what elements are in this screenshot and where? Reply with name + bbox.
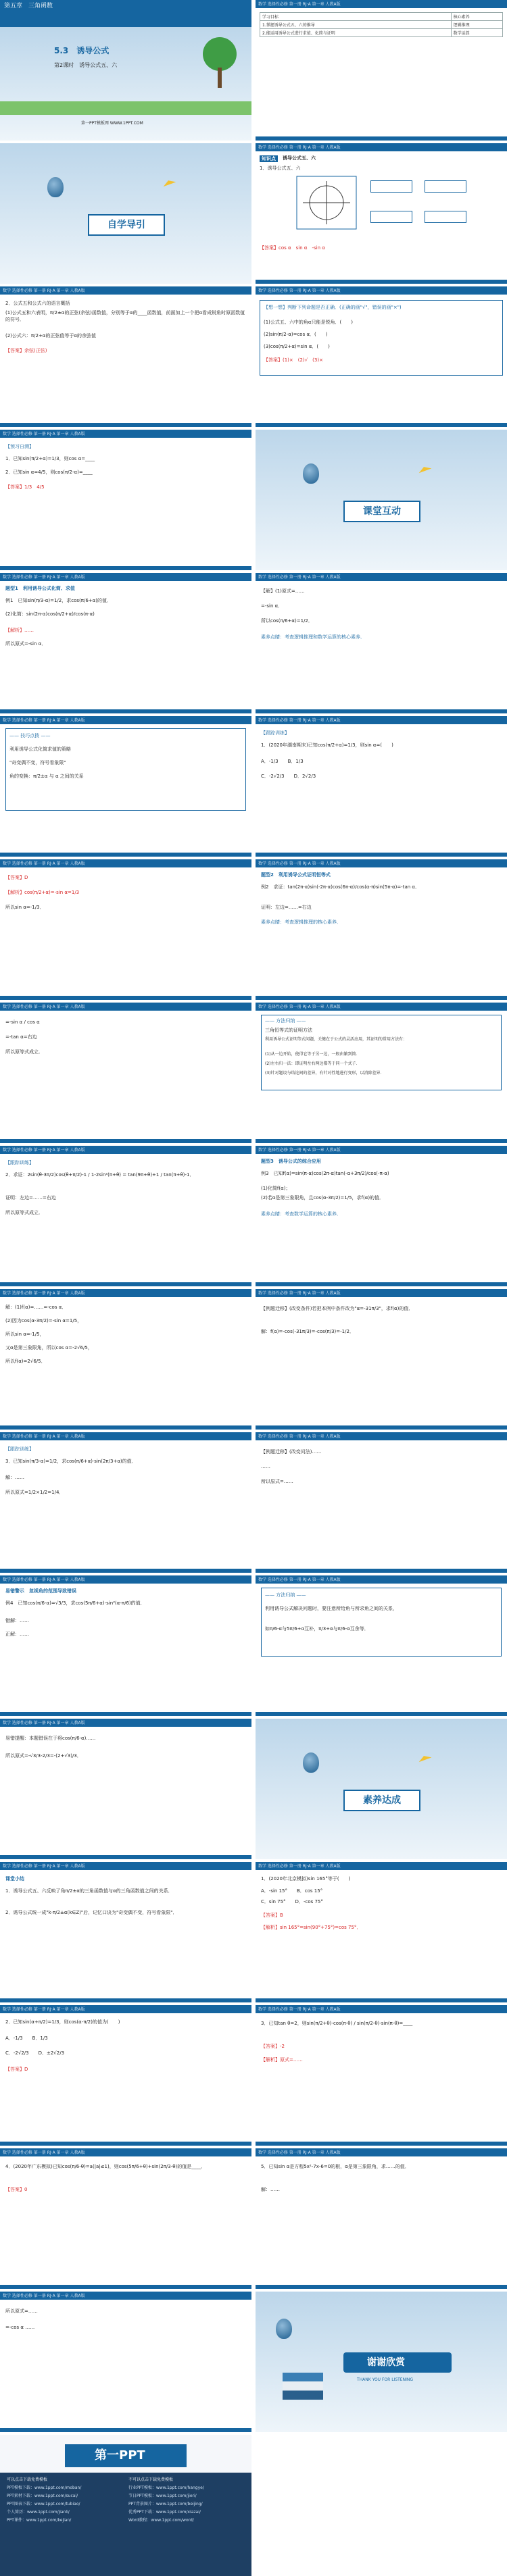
header-bar: 数学 选择性必修 第一册 RJ·A 第一章 人教A版 bbox=[0, 573, 251, 581]
slide-summary bbox=[0, 1862, 251, 2002]
slide-quiz-4 bbox=[0, 2148, 251, 2289]
footer-bar bbox=[0, 2142, 251, 2146]
footer-bar bbox=[0, 2285, 251, 2289]
slide-type2-cont bbox=[0, 1003, 251, 1143]
slide-quiz-3 bbox=[256, 2005, 507, 2146]
text-line: C．-2√2/3 D．2√2/3 bbox=[261, 774, 316, 779]
books-icon bbox=[283, 2373, 323, 2400]
balloon-icon bbox=[276, 2319, 292, 2339]
footer-bar bbox=[0, 1712, 251, 1716]
text-line: 1．(2020年湖南期末)已知cos(π/2+α)=1/3，则sin α=( ) bbox=[261, 742, 393, 748]
chapter-label: 第五章 三角函数 bbox=[4, 3, 53, 9]
thanks-subtitle: THANK YOU FOR LISTENING bbox=[357, 2377, 413, 2382]
text-line: (3)针对题设与结论间的差异，有针对性地进行变形，以消除差异． bbox=[265, 1071, 385, 1076]
brand-text: 第一PPT模板网 WWW.1PPT.COM bbox=[81, 121, 143, 126]
header-bar: 数学 选择性必修 第一册 RJ·A 第一章 人教A版 bbox=[0, 859, 251, 867]
text-line: 所以f(α)=2√6/5． bbox=[5, 1359, 46, 1364]
slide-practice-3 bbox=[0, 1432, 251, 1573]
slide-practice-1-answer bbox=[0, 859, 251, 1000]
answer-text: 【答案】1/3 4/5 bbox=[5, 484, 45, 490]
text-line: 2．已知sin α=4/5，则cos(π/2-α)=____ bbox=[5, 470, 93, 475]
text-line: A．-1/3 B．1/3 bbox=[261, 759, 304, 764]
header-bar: 数学 选择性必修 第一册 RJ·A 第一章 人教A版 bbox=[0, 1432, 251, 1440]
type-title: 题型1 利用诱导公式化简、求值 bbox=[5, 586, 75, 591]
footer-bar bbox=[256, 2285, 507, 2289]
slide-self-study bbox=[0, 143, 251, 284]
text-line: 所以cos(π/6+α)=1/2． bbox=[261, 618, 313, 624]
slide-method bbox=[256, 1003, 507, 1143]
text-line: 例1 已知sin(π/3-α)=1/2，求cos(π/6+α)的值． bbox=[5, 598, 112, 603]
footer-bar bbox=[256, 853, 507, 857]
text-line: =-cos α …… bbox=[5, 2325, 35, 2330]
balloon-icon bbox=[303, 1752, 319, 1773]
footer-bar bbox=[0, 566, 251, 570]
text-line: 【预习自测】 bbox=[5, 444, 34, 449]
footer-bar bbox=[256, 423, 507, 427]
section-label-box: 素养达成 bbox=[343, 1790, 420, 1811]
text-line: —— 方法归纳 —— bbox=[265, 1018, 306, 1024]
slide-quiz-1 bbox=[256, 1862, 507, 2002]
link-text[interactable]: 节日PPT模板：www.1ppt.com/jieri/ bbox=[128, 2494, 197, 2498]
slide-variant bbox=[256, 1289, 507, 1430]
balloon-icon bbox=[303, 463, 319, 484]
link-text[interactable]: PPT背景图片：www.1ppt.com/beijing/ bbox=[128, 2502, 203, 2506]
link-text[interactable]: 可以点击下载免费模板 bbox=[7, 2477, 48, 2482]
header-bar: 数学 选择性必修 第一册 RJ·A 第一章 人教A版 bbox=[0, 716, 251, 724]
header-bar: 数学 选择性必修 第一册 RJ·A 第一章 人教A版 bbox=[256, 1575, 507, 1584]
text-line: 【解析】…… bbox=[5, 628, 34, 633]
text-line: 解：f(α)=-cos(-31π/3)=-cos(π/3)=-1/2． bbox=[261, 1329, 354, 1334]
header-bar: 数学 选择性必修 第一册 RJ·A 第一章 人教A版 bbox=[256, 1862, 507, 1870]
type-title: 题型2 利用诱导公式证明恒等式 bbox=[261, 872, 331, 878]
link-text[interactable]: PPT图表下载：www.1ppt.com/tubiao/ bbox=[7, 2502, 80, 2506]
text-line: 证明：左边=……=右边 bbox=[5, 1195, 56, 1201]
footer-bar bbox=[256, 1712, 507, 1716]
text-line: 例4 已知cos(π/6-α)=√3/3，求cos(5π/6+α)-sin²(α-π/6)的值． bbox=[5, 1600, 145, 1606]
footer-bar bbox=[0, 853, 251, 857]
link-text[interactable]: 优秀PPT下载：www.1ppt.com/xiazai/ bbox=[128, 2510, 201, 2515]
text-line: 素养点睛：考查数学运算的核心素养． bbox=[261, 1211, 341, 1217]
header-bar: 数学 选择性必修 第一册 RJ·A 第一章 人教A版 bbox=[0, 1146, 251, 1154]
footer-bar bbox=[256, 1998, 507, 2002]
text-line: 2．求证：2sin(θ-3π/2)cos(θ+π/2)-1 / 1-2sin²(π+θ) = tan(9π+θ)+1 / tan(π+θ)-1． bbox=[5, 1172, 195, 1178]
text-line: 三角恒等式的证明方法 bbox=[265, 1028, 312, 1033]
text-line: 错解：…… bbox=[5, 1618, 29, 1623]
footer-bar bbox=[256, 1139, 507, 1143]
text-line: 【跟踪训练】 bbox=[5, 1446, 34, 1452]
text-line: 【解析】原式=…… bbox=[261, 2057, 303, 2063]
slide-objectives bbox=[256, 0, 507, 141]
text-line: 所以原式=1/2×1/2=1/4． bbox=[5, 1490, 64, 1495]
footer-bar bbox=[256, 136, 507, 141]
text-line: —— 技巧点拨 —— bbox=[9, 733, 51, 738]
header-bar: 数学 选择性必修 第一册 RJ·A 第一章 人教A版 bbox=[0, 2148, 251, 2156]
text-line: 所以原式=…… bbox=[261, 1479, 293, 1484]
knowledge-title: 诱导公式五、六 bbox=[283, 155, 316, 161]
text-line: 又α是第三象限角，所以cos α=-2√6/5， bbox=[5, 1345, 93, 1350]
header-bar: 数学 选择性必修 第一册 RJ·A 第一章 人教A版 bbox=[256, 1146, 507, 1154]
footer-bar bbox=[256, 709, 507, 713]
text-line: 素养点睛：考查逻辑推理和数学运算的核心素养． bbox=[261, 634, 365, 640]
header-bar: 数学 选择性必修 第一册 RJ·A 第一章 人教A版 bbox=[256, 0, 507, 8]
link-text[interactable]: 行业PPT模板：www.1ppt.com/hangye/ bbox=[128, 2485, 204, 2490]
formula-box bbox=[370, 180, 412, 193]
text-line: 【跟踪训练】 bbox=[5, 1160, 34, 1165]
link-text[interactable]: 不可以点击下载免费模板 bbox=[128, 2477, 174, 2482]
slide-literacy bbox=[256, 1719, 507, 1859]
answer-text: 【答案】cos α sin α -sin α bbox=[260, 245, 325, 251]
header-bar: 数学 选择性必修 第一册 RJ·A 第一章 人教A版 bbox=[0, 1719, 251, 1727]
header-bar: 数学 选择性必修 第一册 RJ·A 第一章 人教A版 bbox=[256, 1003, 507, 1011]
unit-circle-diagram bbox=[296, 176, 357, 230]
tree-trunk bbox=[218, 68, 222, 88]
header-bar: 数学 选择性必修 第一册 RJ·A 第一章 人教A版 bbox=[256, 1289, 507, 1297]
text-line: (2)化简：sin(2π-α)cos(π/2+α)/cos(π-α) bbox=[5, 611, 95, 617]
answer-text: 【答案】余弦(正弦) bbox=[5, 348, 47, 353]
text-line: 【例题迁移】(改变问法)…… bbox=[261, 1449, 322, 1455]
objectives-table bbox=[260, 12, 503, 37]
text-line: 2．已知sin(α+π/2)=1/3，则cos(α-π/2)的值为( ) bbox=[5, 2019, 120, 2025]
header-bar: 数学 选择性必修 第一册 RJ·A 第一章 人教A版 bbox=[256, 1432, 507, 1440]
footer-bar bbox=[0, 709, 251, 713]
header-bar: 数学 选择性必修 第一册 RJ·A 第一章 人教A版 bbox=[0, 2005, 251, 2013]
header-bar: 数学 选择性必修 第一册 RJ·A 第一章 人教A版 bbox=[0, 1003, 251, 1011]
type-title: 题型3 诱导公式的综合应用 bbox=[261, 1159, 321, 1164]
text-line: 所以原式=-√3/3-2/3=-(2+√3)/3． bbox=[5, 1753, 82, 1759]
footer-bar bbox=[0, 1855, 251, 1859]
text-line: 所以原等式成立． bbox=[5, 1049, 43, 1055]
knowledge-tag: 知识点 bbox=[260, 155, 278, 162]
text-line: 3．已知tan θ=2，则sin(π/2+θ)-cos(π-θ) / sin(π/2-θ)-sin(π-θ)=____ bbox=[261, 2021, 413, 2026]
text-line: (1)公式五、六中的角α只能是锐角．( ) bbox=[264, 320, 353, 325]
text-line: 所以sin α=-1/5， bbox=[5, 1332, 45, 1337]
slide-quiz-2 bbox=[0, 2005, 251, 2146]
footer-bar bbox=[256, 280, 507, 284]
text-line: (1)公式五和六表明，π/2±α的正弦(余弦)函数值，分别等于α的____函数值，前面加上一个把α看成锐角时原函数值的符号． bbox=[5, 310, 245, 322]
slide-type3 bbox=[256, 1146, 507, 1286]
answer-text: 【答案】0 bbox=[5, 2187, 28, 2192]
slide-type1 bbox=[0, 573, 251, 713]
footer-bar bbox=[0, 1425, 251, 1430]
header-bar: 数学 选择性必修 第一册 RJ·A 第一章 人教A版 bbox=[0, 2292, 251, 2300]
text-line: 证明：左边=……=右边 bbox=[261, 905, 312, 910]
text-line: 解：…… bbox=[261, 2187, 280, 2192]
text-line: 如π/6-α与5π/6+α互补，π/3+α与π/6-α互余等． bbox=[265, 1626, 369, 1632]
text-line: =-tan α=右边 bbox=[5, 1034, 37, 1040]
footer-bar bbox=[0, 1282, 251, 1286]
slide-type1-solution bbox=[256, 573, 507, 713]
footer-bar bbox=[256, 1569, 507, 1573]
text-line: "奇变偶不变，符号看象限" bbox=[9, 760, 66, 765]
text-line: 利用诱导公式化简求值的策略 bbox=[9, 747, 71, 752]
text-line: 2．诱导公式统一成"k·π/2±α(k∈Z)"后，记忆口诀为"奇变偶不变，符号看象限"． bbox=[5, 1910, 178, 1915]
slide-common-error bbox=[0, 1575, 251, 1716]
text-line: 1．(2020年北京模拟)sin 165°等于( ) bbox=[261, 1876, 351, 1882]
text-line: 所以原式=…… bbox=[5, 2308, 38, 2314]
slide-method-2 bbox=[256, 1575, 507, 1716]
footer-bar bbox=[0, 423, 251, 427]
header-bar: 数学 选择性必修 第一册 RJ·A 第一章 人教A版 bbox=[0, 1575, 251, 1584]
table-header: 学习目标 bbox=[260, 13, 452, 21]
text-line: A．-sin 15° B．cos 15° bbox=[261, 1888, 323, 1894]
text-line: 课堂小结 bbox=[5, 1876, 24, 1882]
slide-type3-solution bbox=[0, 1289, 251, 1430]
slide-practice-1 bbox=[256, 716, 507, 857]
text-line: =-sin α． bbox=[261, 603, 283, 609]
text-line: 4．(2020年广东模拟)已知cos(π/6-θ)=a(|a|≤1)，则cos(5π/6+θ)+sin(2π/3-θ)的值是____． bbox=[5, 2164, 206, 2169]
text-line: (2)若α是第三象限角，且cos(α-3π/2)=1/5，求f(α)的值． bbox=[261, 1195, 385, 1201]
text-line: (3)cos(π/2+α)=sin α．( ) bbox=[264, 344, 330, 349]
text-line: (2)左右归一法：即证明左右两边都等于同一个式子． bbox=[265, 1061, 360, 1066]
think-box bbox=[260, 300, 503, 376]
text-line: 【跟踪训练】 bbox=[261, 730, 289, 736]
footer-bar bbox=[256, 1282, 507, 1286]
formula-box bbox=[370, 211, 412, 223]
header-bar: 数学 选择性必修 第一册 RJ·A 第一章 人教A版 bbox=[256, 2148, 507, 2156]
footer-bar bbox=[256, 2142, 507, 2146]
link-text[interactable]: Word教程：www.1ppt.com/word/ bbox=[128, 2518, 194, 2523]
slide-classroom bbox=[256, 430, 507, 570]
text-line: (1)从一边开始，使得它等于另一边，一般由繁到简． bbox=[265, 1052, 360, 1057]
footer-bar bbox=[0, 1139, 251, 1143]
text-line: 角的变换：π/2±α 与 α 之间的关系 bbox=[9, 774, 84, 779]
header-bar: 数学 选择性必修 第一册 RJ·A 第一章 人教A版 bbox=[256, 859, 507, 867]
text-line: 2．公式五和公式六的语言概括 bbox=[5, 301, 70, 306]
lesson-title: 第2课时 诱导公式五、六 bbox=[54, 62, 118, 68]
text-line: 所以原式=-sin α． bbox=[5, 641, 47, 647]
text-line: 正解：…… bbox=[5, 1632, 29, 1637]
text-line: (2)公式六：π/2+α的正弦值等于α的余弦值 bbox=[5, 333, 97, 338]
text-line: —— 方法归纳 —— bbox=[265, 1592, 306, 1598]
text-line: 解：(1)f(α)=……=-cos α． bbox=[5, 1305, 67, 1310]
answer-text: 【答案】D bbox=[5, 2067, 28, 2072]
section-label-box: 课堂互动 bbox=[343, 501, 420, 522]
header-bar: 数学 选择性必修 第一册 RJ·A 第一章 人教A版 bbox=[256, 716, 507, 724]
text-line: 1．诱导公式五、六反映了角π/2±α的三角函数值与α的三角函数值之间的关系． bbox=[5, 1888, 173, 1894]
text-line: A．-1/3 B．1/3 bbox=[5, 2036, 48, 2041]
answer-text: 【答案】B bbox=[261, 1913, 283, 1918]
footer-bar bbox=[256, 1425, 507, 1430]
table-cell: 数学运算 bbox=[451, 29, 502, 37]
text-line: 【想一想】判断下列命题是否正确．(正确的画"√"，错误的画"×") bbox=[264, 305, 402, 310]
text-line: 5．已知sin α是方程5x²-7x-6=0的根，α是第三象限角，求……的值． bbox=[261, 2164, 410, 2169]
answer-text: 【答案】(1)× (2)√ (3)× bbox=[264, 357, 323, 363]
table-cell: 2.能运用诱导公式进行求值、化简与证明 bbox=[260, 29, 452, 37]
formula-box bbox=[425, 180, 466, 193]
footer-bar bbox=[0, 1569, 251, 1573]
text-line: …… bbox=[261, 1464, 270, 1469]
text-line: 3．已知sin(π/3-α)=1/2，求cos(π/6+α)·sin(2π/3+α)的值． bbox=[5, 1459, 137, 1464]
text-line: 利用诱导公式解决问题时，要注意所给角与所求角之间的关系， bbox=[265, 1606, 397, 1611]
footer-bar bbox=[0, 1998, 251, 2002]
grass bbox=[0, 101, 251, 115]
text-line: 例2 求证：tan(2π-α)sin(-2π-α)cos(6π-α)/cos(α-π)sin(5π-α)=-tan α． bbox=[261, 884, 420, 890]
type-title: 易错警示 忽视角的范围导致错误 bbox=[5, 1588, 76, 1594]
slide-title bbox=[0, 0, 251, 141]
table-cell: 1.掌握诱导公式五、六的推导 bbox=[260, 21, 452, 29]
balloon-icon bbox=[47, 177, 64, 197]
table-cell: 逻辑推理 bbox=[451, 21, 502, 29]
brand-logo-text: 第一PPT bbox=[95, 2448, 145, 2463]
text-line: 1．已知sin(π/2+α)=1/3，则cos α=____ bbox=[5, 456, 95, 461]
header-bar: 数学 选择性必修 第一册 RJ·A 第一章 人教A版 bbox=[256, 286, 507, 295]
link-text[interactable]: PPT素材下载：www.1ppt.com/sucai/ bbox=[7, 2494, 78, 2498]
slide-quiz-5-cont bbox=[0, 2292, 251, 2432]
slide-error-note bbox=[0, 1719, 251, 1859]
text-line: =-sin α / cos α bbox=[5, 1019, 40, 1025]
tree-icon bbox=[203, 37, 237, 71]
text-line: 所以原等式成立． bbox=[5, 1210, 43, 1215]
slide-practice-2 bbox=[0, 1146, 251, 1286]
link-text[interactable]: PPT课件：www.1ppt.com/kejian/ bbox=[7, 2518, 72, 2523]
header-bar: 数学 选择性必修 第一册 RJ·A 第一章 人教A版 bbox=[256, 143, 507, 151]
header-bar: 数学 选择性必修 第一册 RJ·A 第一章 人教A版 bbox=[0, 1289, 251, 1297]
sky-background bbox=[256, 1719, 507, 1859]
slide-formula-5-6 bbox=[256, 143, 507, 284]
text-line: 利用诱导公式证明等式问题，关键在于公式的灵活应用，其证明的常用方法有： bbox=[265, 1037, 408, 1042]
tips-box bbox=[5, 728, 246, 811]
slide-think bbox=[256, 286, 507, 427]
text-line: 例3 已知f(α)=sin(π-α)cos(2π-α)tan(-α+3π/2)/cos(-π-α) bbox=[261, 1171, 389, 1176]
footer-bar bbox=[0, 2428, 251, 2432]
header-bar: 数学 选择性必修 第一册 RJ·A 第一章 人教A版 bbox=[256, 2005, 507, 2013]
text-line: 【解析】cos(π/2+α)=-sin α=1/3 bbox=[5, 890, 80, 895]
answer-text: 【答案】D bbox=[5, 875, 28, 880]
slide-tips bbox=[0, 716, 251, 857]
text-line: C．-2√2/3 D．±2√2/3 bbox=[5, 2050, 65, 2056]
slide-formula-summary bbox=[0, 286, 251, 427]
header-bar: 数学 选择性必修 第一册 RJ·A 第一章 人教A版 bbox=[0, 430, 251, 438]
text-line: 素养点睛：考查逻辑推理的核心素养． bbox=[261, 919, 341, 925]
text-line: 解：…… bbox=[5, 1475, 24, 1480]
table-header: 核心素养 bbox=[451, 13, 502, 21]
header-bar: 数学 选择性必修 第一册 RJ·A 第一章 人教A版 bbox=[0, 286, 251, 295]
link-text[interactable]: 个人简历：www.1ppt.com/jianli/ bbox=[7, 2510, 70, 2515]
text-line: 【解】(1)原式=…… bbox=[261, 588, 305, 594]
formula-box bbox=[425, 211, 466, 223]
link-text[interactable]: PPT模板下载：www.1ppt.com/moban/ bbox=[7, 2485, 82, 2490]
slide-preview-test bbox=[0, 430, 251, 570]
formula-line: 1．诱导公式五、六 bbox=[260, 166, 301, 171]
slide-brand bbox=[0, 2435, 251, 2576]
section-label-box: 自学导引 bbox=[88, 214, 165, 236]
answer-text: 【答案】-2 bbox=[261, 2044, 285, 2049]
slide-variant-2 bbox=[256, 1432, 507, 1573]
section-title: 5.3 诱导公式 bbox=[54, 46, 110, 55]
slide-quiz-5 bbox=[256, 2148, 507, 2289]
slide-type2 bbox=[256, 859, 507, 1000]
text-line: 所以sin α=-1/3． bbox=[5, 905, 45, 910]
text-line: 【例题迁移】(改变条件)若把本例中条件改为"α=-31π/3"，求f(α)的值． bbox=[261, 1306, 414, 1311]
text-line: (2)sin(π/2-α)=cos α．( ) bbox=[264, 332, 328, 337]
header-bar: 数学 选择性必修 第一册 RJ·A 第一章 人教A版 bbox=[256, 573, 507, 581]
text-line: 【解析】sin 165°=sin(90°+75°)=cos 75°． bbox=[261, 1925, 362, 1930]
text-line: (2)因为cos(α-3π/2)=-sin α=1/5， bbox=[5, 1318, 82, 1323]
text-line: 易错提醒：本题错误在于将cos(π/6-α)…… bbox=[5, 1736, 96, 1741]
text-line: (1)化简f(α)； bbox=[261, 1186, 291, 1191]
slide-thanks bbox=[256, 2292, 507, 2432]
footer-bar bbox=[256, 996, 507, 1000]
header-bar: 数学 选择性必修 第一册 RJ·A 第一章 人教A版 bbox=[0, 1862, 251, 1870]
sky-background bbox=[0, 143, 251, 284]
thanks-text: 谢谢欣赏 bbox=[367, 2357, 405, 2368]
text-line: C．sin 75° D．-cos 75° bbox=[261, 1899, 323, 1904]
footer-bar bbox=[0, 996, 251, 1000]
sky-background bbox=[256, 430, 507, 570]
